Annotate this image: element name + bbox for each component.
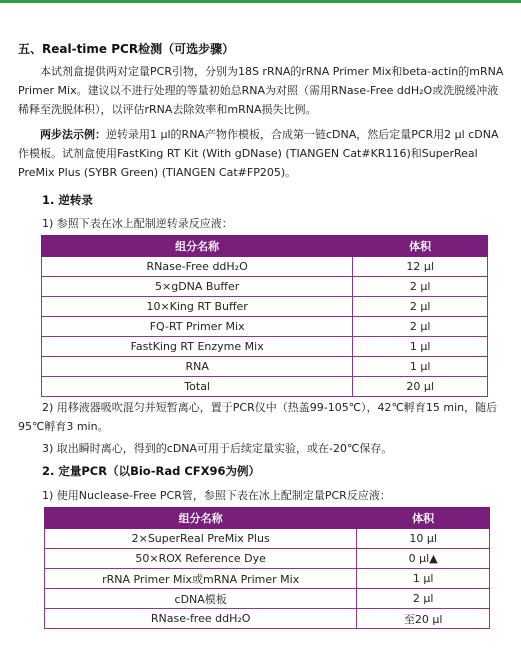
rt-step-3: 3) 取出瞬时离心，得到的cDNA可用于后续定量实验，或在-20℃保存。	[42, 442, 393, 455]
rt-step-2: 2) 用移液器吸吹混匀并短暂离心，置于PCR仪中（热盖99-105℃），42℃孵育15 min，随后95℃孵育3 min。	[18, 401, 498, 433]
volume-cell: 0 μl▲	[357, 549, 490, 569]
table-row	[42, 357, 488, 377]
component-cell: rRNA Primer Mix或mRNA Primer Mix	[45, 569, 357, 589]
table-header-row	[45, 508, 490, 529]
component-cell: Total	[42, 377, 353, 397]
table-row	[45, 589, 490, 609]
table-row	[42, 317, 488, 337]
rt-table	[41, 235, 488, 397]
volume-cell: 1 μl	[357, 569, 490, 589]
two-step-label: 两步法示例：	[40, 128, 106, 141]
rt-step-1: 1) 参照下表在冰上配制逆转录反应液：	[42, 217, 233, 230]
top-divider-line	[0, 0, 521, 3]
component-cell: FastKing RT Enzyme Mix	[42, 337, 353, 357]
table-row	[45, 529, 490, 549]
intro-paragraph: 本试剂盒提供两对定量PCR引物，分别为18S rRNA的rRNA Primer Mix和beta-actin的mRNA Primer Mix。建议以不进行处理的等量初始总RNA为对照（需用RNase-Free ddH₂O或洗脱缓冲液稀释至洗脱体积），以评估rRNA去除效率和mRNA损失比例。	[18, 65, 504, 116]
section-heading: 五、Real-time PCR检测（可选步骤）	[18, 42, 235, 56]
qpcr-heading: 2. 定量PCR（以Bio-Rad CFX96为例）	[42, 464, 260, 478]
table-header-row	[42, 236, 488, 257]
volume-cell: 2 μl	[353, 277, 488, 297]
table-row	[42, 257, 488, 277]
column-header-component: 组分名称	[42, 236, 353, 257]
component-cell: 2×SuperReal PreMix Plus	[45, 529, 357, 549]
component-cell: 5×gDNA Buffer	[42, 277, 353, 297]
volume-cell: 至20 μl	[357, 609, 490, 629]
two-step-paragraph	[18, 125, 506, 182]
two-step-text: 逆转录用1 μl的RNA产物作模板，合成第一链cDNA，然后定量PCR用2 μl cDNA作模板。试剂盒使用FastKing RT Kit (With gDNase) (TIANGEN Cat#KR116)和SuperReal PreMix Plus (SYBR Green) (TIANGEN Cat#FP205)。	[18, 128, 499, 179]
component-cell: RNase-free ddH₂O	[45, 609, 357, 629]
rt-heading: 1. 逆转录	[42, 193, 93, 207]
table-row	[45, 549, 490, 569]
table-row	[42, 277, 488, 297]
component-cell: FQ-RT Primer Mix	[42, 317, 353, 337]
volume-cell: 20 μl	[353, 377, 488, 397]
component-cell: cDNA模板	[45, 589, 357, 609]
component-cell: RNase-Free ddH₂O	[42, 257, 353, 277]
qpcr-step-1: 1) 使用Nuclease-Free PCR管，参照下表在冰上配制定量PCR反应液：	[42, 489, 391, 502]
component-cell: 50×ROX Reference Dye	[45, 549, 357, 569]
table-row	[45, 609, 490, 629]
volume-cell: 2 μl	[353, 317, 488, 337]
component-cell: RNA	[42, 357, 353, 377]
volume-cell: 1 μl	[353, 337, 488, 357]
volume-cell: 12 μl	[353, 257, 488, 277]
component-cell: 10×King RT Buffer	[42, 297, 353, 317]
table-row	[45, 569, 490, 589]
table-row	[42, 377, 488, 397]
column-header-volume: 体积	[353, 236, 488, 257]
table-row	[42, 297, 488, 317]
volume-cell: 2 μl	[353, 297, 488, 317]
volume-cell: 10 μl	[357, 529, 490, 549]
volume-cell: 1 μl	[353, 357, 488, 377]
column-header-volume: 体积	[357, 508, 490, 529]
column-header-component: 组分名称	[45, 508, 357, 529]
volume-cell: 2 μl	[357, 589, 490, 609]
qpcr-table	[44, 507, 490, 629]
table-row	[42, 337, 488, 357]
